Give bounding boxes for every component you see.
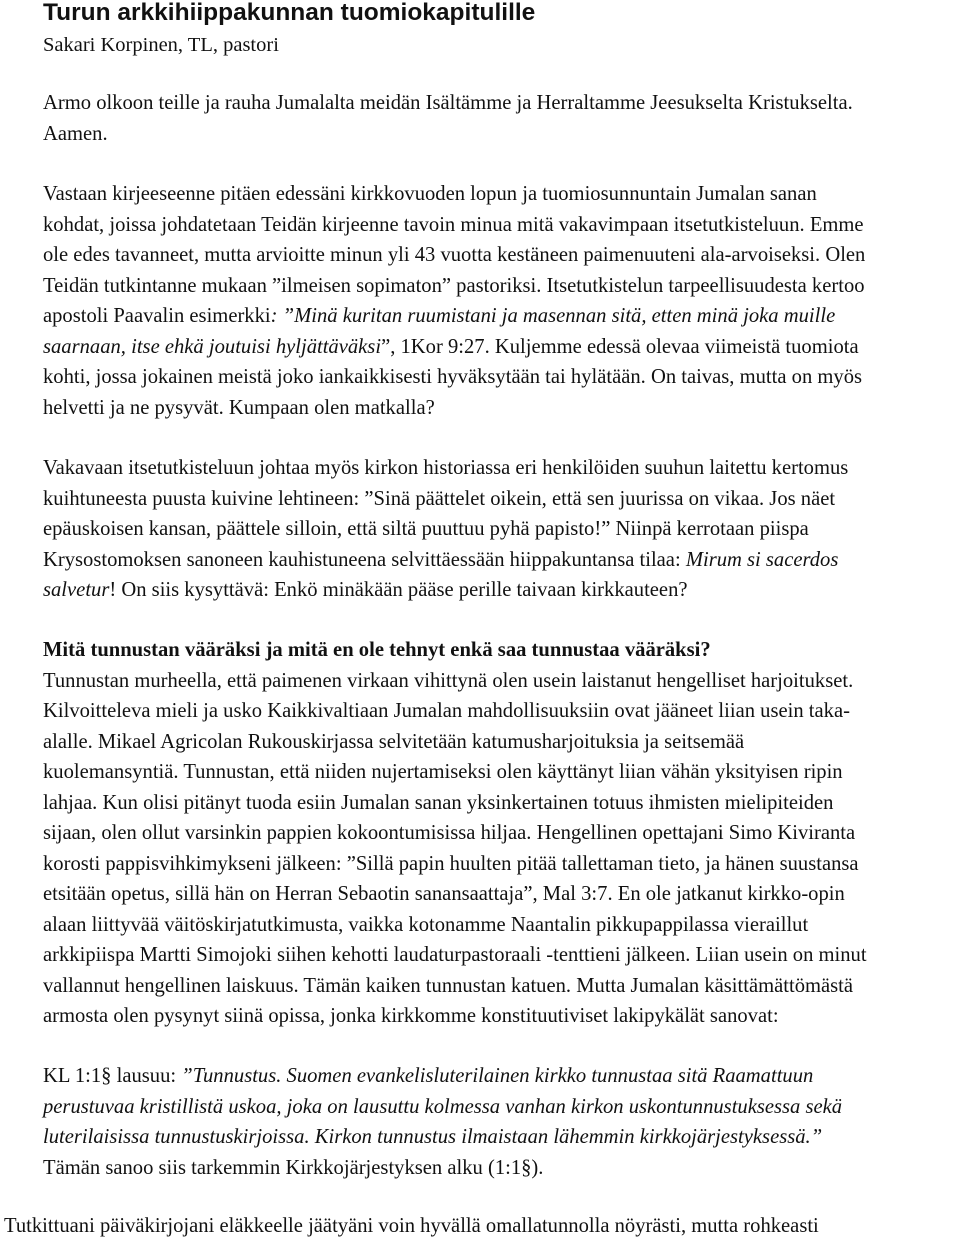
paragraph-line: alalle. Mikael Agricolan Rukouskirjassa selvitetään katumusharjoituksia ja seitsemää <box>43 730 745 753</box>
paragraph-church-history <box>43 453 955 606</box>
greeting-line: Aamen. <box>43 122 108 145</box>
paragraph-line <box>43 332 955 363</box>
paragraph-line: kohdat, joissa johdatetaan Teidän kirjeenne tavoin minua mitä vakavimpaan itsetutkisteluun. Emme <box>43 213 864 236</box>
paragraph-line: Vakavaan itsetutkisteluun johtaa myös kirkon historiassa eri henkilöiden suuhun laitettu kertomus <box>43 457 849 479</box>
law-quote: ”Tunnustus. Suomen evankelisluterilainen kirkko tunnustaa sitä Raamattuun <box>181 1065 814 1087</box>
scripture-quote: saarnaan, itse ehkä joutuisi hyljättäväksi <box>43 335 382 358</box>
paragraph-line: Vastaan kirjeeseenne pitäen edessäni kirkkovuoden lopun ja tuomiosunnuntain Jumalan sanan <box>43 183 817 205</box>
paragraph-line <box>43 1061 955 1092</box>
latin-quote: Mirum si sacerdos <box>685 548 839 571</box>
paragraph-line: epäuskoisen kansan, päättele silloin, että siltä puuttuu pyhä papisto!” Niinpä kerrotaan piispa <box>43 518 809 540</box>
paragraph-confession <box>43 635 955 1032</box>
paragraph-line: Tämän sanoo siis tarkemmin Kirkkojärjestyksen alku (1:1§). <box>43 1156 544 1179</box>
paragraph-line: kuihtuneesta puusta kuivine lehtineen: ”Sinä päättelet oikein, että sen juurissa on vikaa. Jos näet <box>43 487 836 510</box>
paragraph-self-examination <box>43 179 955 423</box>
paragraph-line: korosti pappisvihkimykseni jälkeen: ”Sillä papin huulten pitää tallettaman tieto, ja hänen suustansa <box>43 852 859 875</box>
partial-final-line: Tutkittuani päiväkirjojani eläkkeelle jäätyäni voin hyvällä omallatunnolla nöyrästi, mutta rohkeasti <box>4 1215 819 1237</box>
paragraph-line: lahjaa. Kun olisi pitänyt tuoda esiin Jumalan sanan yksinkertainen totuus ihmisten mielipiteiden <box>43 791 834 814</box>
paragraph-line: etsitään opetus, sillä hän on Herran Sebaotin sanansaattaja”, Mal 3:7. En ole jatkanut kirkko-opin <box>43 883 845 905</box>
church-law-quote <box>43 1061 955 1183</box>
paragraph-line: Tunnustan murheella, että paimenen virkaan vihittynä olen usein laistanut hengelliset harjoitukset. <box>43 669 854 692</box>
paragraph-line: armosta olen pysynyt siinä opissa, jonka kirkkomme konstituutiviset lakipykälät sanovat: <box>43 1005 779 1027</box>
paragraph-line: Kilvoitteleva mieli ja usko Kaikkivaltiaan Jumalan mahdollisuuksiin ovat jääneet liian usein taka- <box>43 700 850 722</box>
text-run: ! On siis kysyttävä: Enkö minäkään pääse perille taivaan kirkkauteen? <box>109 579 688 601</box>
paragraph-line: arkkipiispa Martti Simojoki siihen kehotti laudaturpastoraali -tenttieni jälkeen. Liian usein on minut <box>43 944 867 966</box>
paragraph-line: vallannut hengellinen laiskuus. Tämän kaiken tunnustan katuen. Mutta Jumalan käsittämättömästä <box>43 974 854 997</box>
text-run: apostoli Paavalin esimerkki <box>43 305 271 327</box>
paragraph-line: Teidän tutkintanne mukaan ”ilmeisen sopimaton” pastoriksi. Itsetutkistelun tarpeellisuudesta kertoo <box>43 274 865 297</box>
greeting-line: Armo olkoon teille ja rauha Jumalalta meidän Isältämme ja Herraltamme Jeesukselta Kristukselta. <box>43 92 853 114</box>
document-title: Turun arkkihiippakunnan tuomiokapitulille <box>43 0 536 26</box>
paragraph-line: helvetti ja ne pysyvät. Kumpaan olen matkalla? <box>43 396 435 419</box>
greeting-paragraph <box>43 88 955 149</box>
text-run: ”, 1Kor 9:27. Kuljemme edessä olevaa viimeistä tuomiota <box>381 335 859 358</box>
author-line: Sakari Korpinen, TL, pastori <box>43 34 279 56</box>
paragraph-line <box>43 301 955 332</box>
law-quote: perustuvaa kristillistä uskoa, joka on lausuttu kolmessa vanhan kirkon uskontunnustuksessa sekä <box>43 1095 843 1118</box>
text-run: Krysostomoksen sanoneen kauhistuneena selvittäessään hiippakuntansa tilaa: <box>43 548 686 571</box>
paragraph-line: ole edes tavanneet, mutta arvioitte minun yli 43 vuotta kestäneen paimenuuteni ala-arvoiseksi. Olen <box>43 244 866 266</box>
paragraph-line: kohti, jossa jokainen meistä joko iankaikkisesti hyväksytään tai hylätään. On taivas, mutta on myös <box>43 366 863 388</box>
paragraph-line: alaan liittyvää väitöskirjatutkimusta, vaikka kotonamme Naantalin pikkupappilassa vieraillut <box>43 913 809 936</box>
section-heading: Mitä tunnustan vääräksi ja mitä en ole tehnyt enkä saa tunnustaa vääräksi? <box>43 639 711 661</box>
scripture-quote: : ”Minä kuritan ruumistani ja masennan sitä, etten minä joka muille <box>270 305 836 327</box>
paragraph-line: kuolemansyntiä. Tunnustan, että niiden nujertamiseksi olen käyttänyt liian vähän yksityisen ripin <box>43 761 843 783</box>
paragraph-line: sijaan, olen ollut varsinkin pappien kokoontumisissa hiljaa. Hengellinen opettajani Simo Kiviranta <box>43 822 856 844</box>
text-run: KL 1:1§ lausuu: <box>43 1065 182 1087</box>
paragraph-line <box>43 545 955 576</box>
paragraph-line <box>43 575 955 606</box>
law-quote: luterilaisissa tunnustuskirjoissa. Kirkon tunnustus ilmaistaan lähemmin kirkkojärjestyksessä.” <box>43 1126 823 1148</box>
latin-quote: salvetur <box>43 579 110 601</box>
